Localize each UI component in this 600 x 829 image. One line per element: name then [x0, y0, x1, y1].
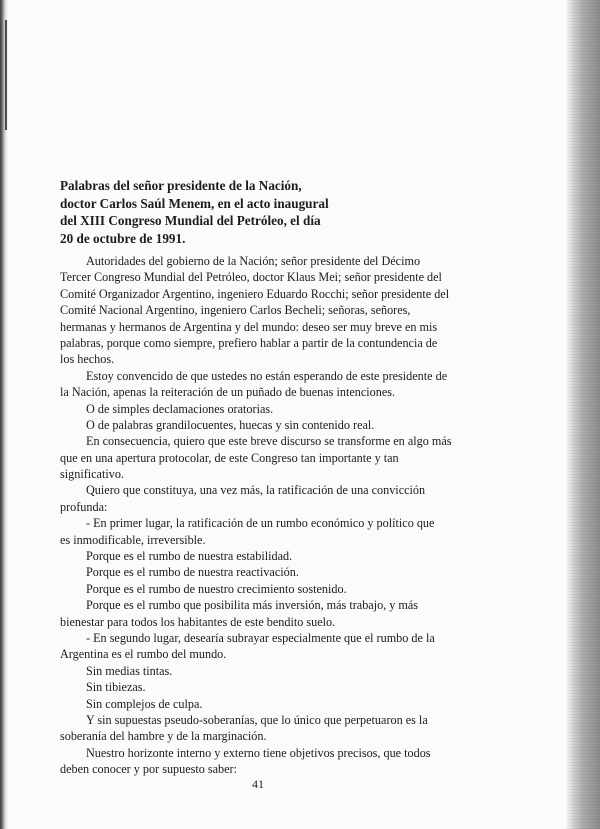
body-line: Estoy convencido de que ustedes no están esperando de este presidente de [86, 368, 448, 383]
page-number: 41 [252, 777, 264, 791]
body-line: Autoridades del gobierno de la Nación; señor presidente del Décimo [86, 254, 421, 268]
body-line: soberanía del hambre y de la marginación. [60, 729, 267, 744]
body-line: Sin complejos de culpa. [86, 696, 203, 711]
body-line: Tercer Congreso Mundial del Petróleo, doctor Klaus Mei; señor presidente del [60, 270, 442, 285]
body-line: Sin tibiezas. [86, 680, 146, 695]
body-line: Comité Nacional Argentino, ingeniero Carlos Becheli; señoras, señores, [60, 303, 411, 318]
body-line: Y sin supuestas pseudo-soberanías, que lo único que perpetuaron es la [86, 712, 428, 727]
body-line: O de palabras grandilocuentes, huecas y sin contenido real. [86, 417, 375, 432]
body-line: - En primer lugar, la ratificación de un rumbo económico y político que [86, 516, 435, 531]
scan-edge-right [566, 0, 600, 829]
title-line: 20 de octubre de 1991. [60, 230, 186, 246]
title-line: del XIII Congreso Mundial del Petróleo, el día [60, 213, 321, 228]
body-line: palabras, porque como siempre, prefiero hablar a partir de la contundencia de [60, 335, 438, 350]
body-line: bienestar para todos los habitantes de este bendito suelo. [60, 614, 336, 629]
speech-title [60, 177, 380, 247]
title-line: Palabras del señor presidente de la Nación, [60, 178, 302, 193]
body-line: Sin medias tintas. [86, 663, 173, 678]
body-line: profunda: [60, 499, 108, 514]
body-line: Porque es el rumbo de nuestra estabilidad. [86, 549, 293, 564]
body-line: que en una apertura protocolar, de este Congreso tan importante y tan [60, 450, 399, 465]
body-line: Nuestro horizonte interno y externo tiene objetivos precisos, que todos [86, 745, 431, 760]
body-line: Porque es el rumbo que posibilita más inversión, más trabajo, y más [86, 598, 419, 613]
body-line: - En segundo lugar, desearía subrayar especialmente que el rumbo de la [86, 630, 435, 645]
body-line: Comité Organizador Argentino, ingeniero Eduardo Rocchi; señor presidente del [60, 286, 450, 301]
body-line: significativo. [60, 467, 124, 482]
body-line: Porque es el rumbo de nuestra reactivación. [86, 565, 299, 580]
body-line: hermanas y hermanos de Argentina y del mundo: deseo ser muy breve en mis [60, 319, 438, 334]
title-line: doctor Carlos Saúl Menem, en el acto inaugural [60, 195, 329, 211]
body-line: Quiero que constituya, una vez más, la ratificación de una convicción [86, 483, 426, 498]
body-line: O de simples declamaciones oratorias. [86, 401, 274, 416]
body-line: la Nación, apenas la reiteración de un puñado de buenas intenciones. [60, 385, 396, 400]
scan-edge-mark [5, 20, 7, 130]
body-line: Argentina es el rumbo del mundo. [60, 647, 227, 662]
body-line: En consecuencia, quiero que este breve discurso se transforme en algo más [86, 434, 452, 449]
body-line: deben conocer y por supuesto saber: [60, 762, 237, 777]
body-line: es inmodificable, irreversible. [60, 532, 206, 547]
speech-body [60, 253, 465, 778]
body-line: los hechos. [60, 352, 115, 367]
body-line: Porque es el rumbo de nuestro crecimiento sostenido. [86, 581, 347, 596]
